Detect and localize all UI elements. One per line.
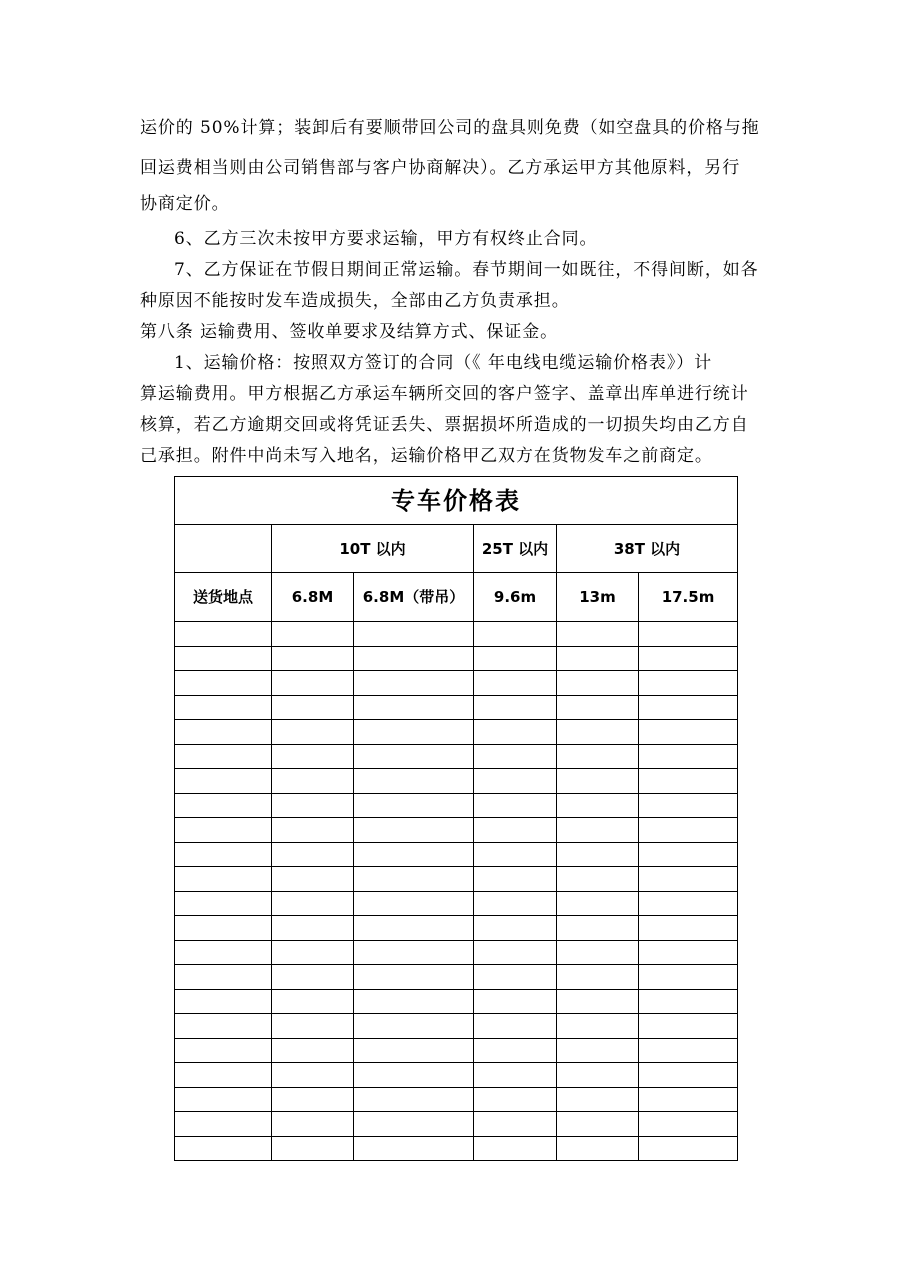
table-cell <box>557 1087 639 1112</box>
table-cell <box>354 720 474 745</box>
table-row <box>175 842 738 867</box>
table-cell <box>175 891 272 916</box>
table-cell <box>175 695 272 720</box>
table-cell <box>272 1038 354 1063</box>
table-cell <box>639 1112 738 1137</box>
price-table <box>174 476 738 1161</box>
table-cell <box>557 891 639 916</box>
table-cell <box>354 891 474 916</box>
table-cell <box>557 965 639 990</box>
table-cell <box>639 916 738 941</box>
table-cell <box>272 867 354 892</box>
table-cell <box>354 695 474 720</box>
table-cell <box>474 842 557 867</box>
table-row <box>175 744 738 769</box>
table-cell <box>639 940 738 965</box>
table-cell <box>474 940 557 965</box>
table-cell <box>272 989 354 1014</box>
table-cell <box>175 867 272 892</box>
table-row <box>175 818 738 843</box>
table-cell <box>639 622 738 647</box>
table-cell <box>639 989 738 1014</box>
table-row <box>175 695 738 720</box>
table-cell <box>354 818 474 843</box>
table-row <box>175 646 738 671</box>
table-cell <box>639 793 738 818</box>
table-cell <box>175 1063 272 1088</box>
column-17-5m: 17.5m <box>639 573 738 622</box>
table-cell <box>557 622 639 647</box>
table-cell <box>175 646 272 671</box>
table-cell <box>474 891 557 916</box>
table-title: 专车价格表 <box>175 477 738 525</box>
paragraph-line: 协商定价。 <box>140 194 230 214</box>
table-cell <box>557 793 639 818</box>
table-row <box>175 793 738 818</box>
table-cell <box>354 1014 474 1039</box>
table-cell <box>175 940 272 965</box>
table-cell <box>474 646 557 671</box>
table-cell <box>175 1112 272 1137</box>
table-cell <box>557 720 639 745</box>
table-cell <box>474 1087 557 1112</box>
table-cell <box>354 793 474 818</box>
table-cell <box>639 1136 738 1161</box>
table-cell <box>175 1038 272 1063</box>
table-cell <box>474 769 557 794</box>
table-cell <box>639 891 738 916</box>
table-cell <box>354 1087 474 1112</box>
table-cell <box>557 818 639 843</box>
table-cell <box>175 818 272 843</box>
table-cell <box>354 989 474 1014</box>
table-cell <box>175 671 272 696</box>
table-cell <box>272 842 354 867</box>
table-cell <box>474 1038 557 1063</box>
table-row <box>175 1112 738 1137</box>
table-cell <box>354 867 474 892</box>
table-row <box>175 671 738 696</box>
paragraph-line: 核算，若乙方逾期交回或将凭证丢失、票据损坏所造成的一切损失均由乙方自 <box>140 415 749 435</box>
table-cell <box>639 720 738 745</box>
table-cell <box>175 622 272 647</box>
table-cell <box>474 818 557 843</box>
table-cell <box>175 720 272 745</box>
table-cell <box>474 965 557 990</box>
table-cell <box>272 671 354 696</box>
table-cell <box>639 695 738 720</box>
paragraph-line: 运价的 50%计算；装卸后有要顺带回公司的盘具则免费（如空盘具的价格与拖 <box>140 118 760 138</box>
table-cell <box>175 1014 272 1039</box>
table-cell <box>175 842 272 867</box>
group-25t: 25T 以内 <box>474 525 557 573</box>
table-cell <box>354 1063 474 1088</box>
table-cell <box>354 1112 474 1137</box>
column-9-6m: 9.6m <box>474 573 557 622</box>
table-cell <box>272 916 354 941</box>
paragraph-line: 己承担。附件中尚未写入地名，运输价格甲乙双方在货物发车之前商定。 <box>140 446 713 466</box>
table-cell <box>272 1087 354 1112</box>
table-cell <box>272 1014 354 1039</box>
table-cell <box>272 818 354 843</box>
table-row <box>175 1136 738 1161</box>
table-cell <box>474 671 557 696</box>
table-row <box>175 720 738 745</box>
table-cell <box>639 1087 738 1112</box>
table-row <box>175 1014 738 1039</box>
table-cell <box>175 1136 272 1161</box>
table-cell <box>474 720 557 745</box>
table-cell <box>557 916 639 941</box>
table-cell <box>272 891 354 916</box>
table-cell <box>639 965 738 990</box>
table-cell <box>272 965 354 990</box>
table-row <box>175 940 738 965</box>
table-cell <box>639 1038 738 1063</box>
table-cell <box>175 916 272 941</box>
table-cell <box>175 1087 272 1112</box>
table-cell <box>272 720 354 745</box>
table-cell <box>354 916 474 941</box>
table-cell <box>639 646 738 671</box>
table-cell <box>474 867 557 892</box>
table-cell <box>557 867 639 892</box>
column-destination: 送货地点 <box>175 573 272 622</box>
table-cell <box>474 793 557 818</box>
table-cell <box>175 769 272 794</box>
paragraph-line: 回运费相当则由公司销售部与客户协商解决）。乙方承运甲方其他原料，另行 <box>140 158 741 178</box>
table-cell <box>557 1063 639 1088</box>
clause-7: 7、乙方保证在节假日期间正常运输。春节期间一如既往，不得间断，如各 <box>174 260 759 280</box>
table-cell <box>474 622 557 647</box>
paragraph-line: 种原因不能按时发车造成损失，全部由乙方负责承担。 <box>140 291 570 311</box>
table-cell <box>354 965 474 990</box>
clause-6: 6、乙方三次未按甲方要求运输，甲方有权终止合同。 <box>174 229 598 249</box>
table-cell <box>557 695 639 720</box>
group-38t: 38T 以内 <box>557 525 738 573</box>
table-cell <box>474 989 557 1014</box>
clause-8-1: 1、运输价格：按照双方签订的合同（《 年电线电缆运输价格表》）计 <box>174 353 713 373</box>
table-cell <box>175 793 272 818</box>
table-cell <box>474 1136 557 1161</box>
table-cell <box>175 989 272 1014</box>
table-cell <box>354 671 474 696</box>
table-cell <box>474 695 557 720</box>
table-row <box>175 622 738 647</box>
table-cell <box>557 989 639 1014</box>
table-row <box>175 891 738 916</box>
table-cell <box>354 1136 474 1161</box>
table-row <box>175 1087 738 1112</box>
table-cell <box>639 769 738 794</box>
paragraph-line: 算运输费用。甲方根据乙方承运车辆所交回的客户签字、盖章出库单进行统计 <box>140 384 749 404</box>
table-cell <box>354 646 474 671</box>
table-cell <box>272 769 354 794</box>
table-cell <box>272 793 354 818</box>
table-row <box>175 769 738 794</box>
article-8-heading: 第八条 运输费用、签收单要求及结算方式、保证金。 <box>140 322 559 342</box>
table-cell <box>557 671 639 696</box>
table-cell <box>272 1112 354 1137</box>
table-cell <box>557 744 639 769</box>
table-cell <box>557 1014 639 1039</box>
table-cell <box>272 744 354 769</box>
table-cell <box>272 695 354 720</box>
table-cell <box>639 1014 738 1039</box>
table-cell <box>354 769 474 794</box>
table-cell <box>639 867 738 892</box>
table-row <box>175 965 738 990</box>
table-row <box>175 867 738 892</box>
table-cell <box>272 940 354 965</box>
table-cell <box>639 842 738 867</box>
table-cell <box>272 622 354 647</box>
table-cell <box>354 842 474 867</box>
table-cell <box>639 744 738 769</box>
table-cell <box>639 818 738 843</box>
table-cell <box>474 916 557 941</box>
table-cell <box>175 744 272 769</box>
column-13m: 13m <box>557 573 639 622</box>
table-cell <box>175 965 272 990</box>
table-cell <box>639 1063 738 1088</box>
table-cell <box>474 1063 557 1088</box>
table-cell <box>272 1136 354 1161</box>
empty-header-cell <box>175 525 272 573</box>
table-cell <box>474 1014 557 1039</box>
table-row <box>175 1038 738 1063</box>
column-6-8m: 6.8M <box>272 573 354 622</box>
table-cell <box>557 1136 639 1161</box>
table-cell <box>557 1112 639 1137</box>
table-cell <box>557 646 639 671</box>
table-cell <box>354 744 474 769</box>
table-cell <box>474 744 557 769</box>
table-cell <box>272 646 354 671</box>
table-cell <box>354 622 474 647</box>
table-row <box>175 989 738 1014</box>
table-cell <box>557 842 639 867</box>
table-cell <box>557 769 639 794</box>
group-10t: 10T 以内 <box>272 525 474 573</box>
table-cell <box>354 1038 474 1063</box>
table-cell <box>354 940 474 965</box>
table-cell <box>272 1063 354 1088</box>
table-cell <box>557 1038 639 1063</box>
table-cell <box>639 671 738 696</box>
table-row <box>175 1063 738 1088</box>
table-cell <box>557 940 639 965</box>
table-row <box>175 916 738 941</box>
table-cell <box>474 1112 557 1137</box>
column-6-8m-crane: 6.8M（带吊） <box>354 573 474 622</box>
